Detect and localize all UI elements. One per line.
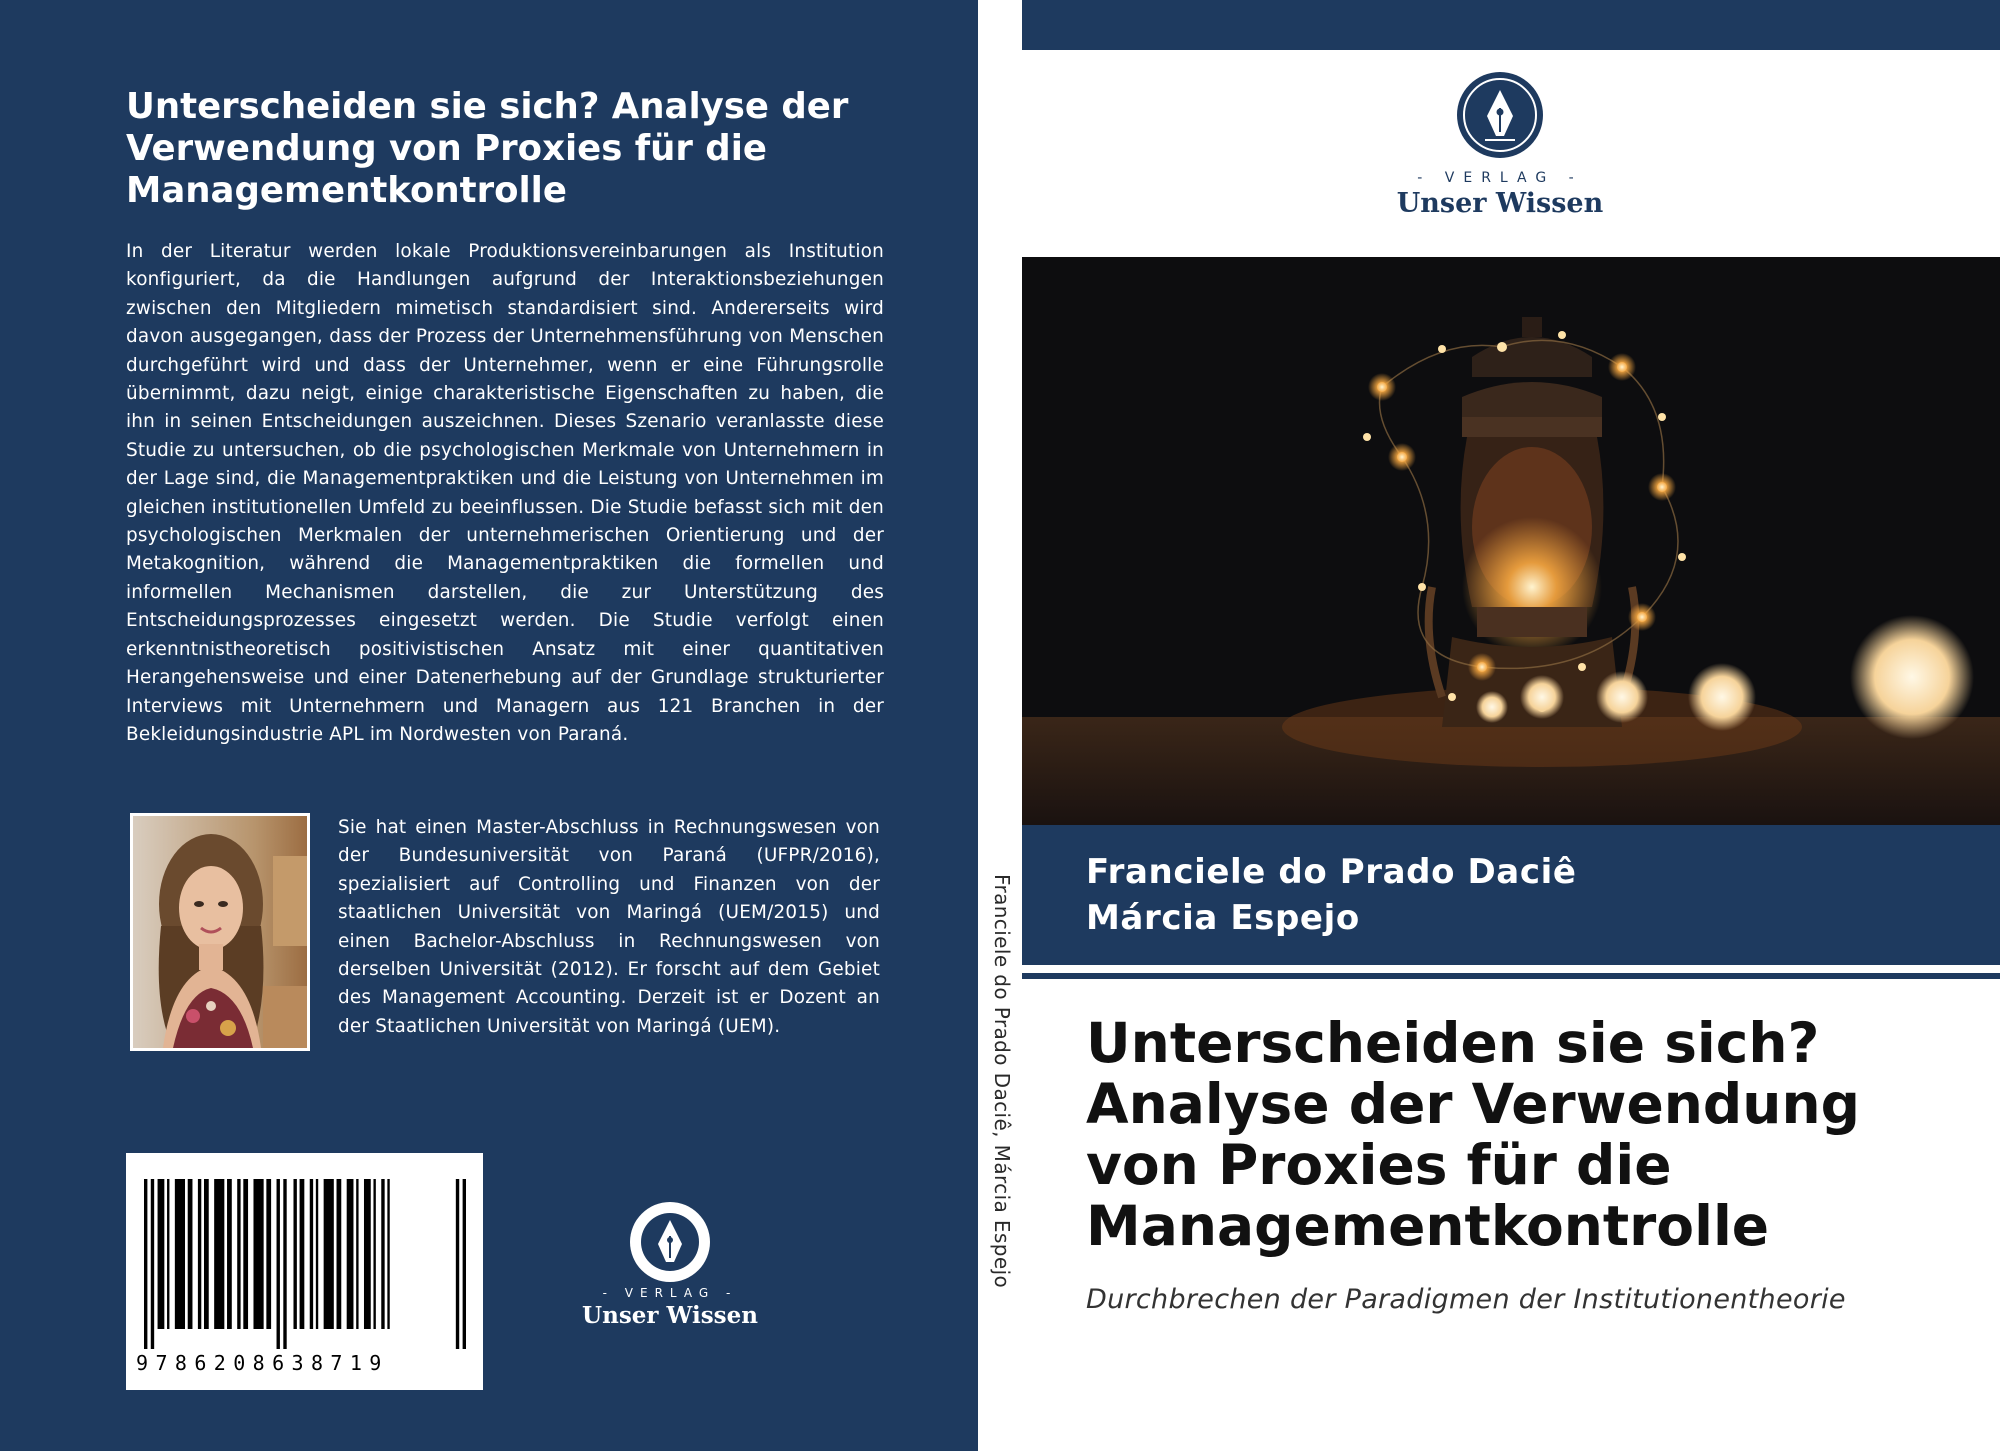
front-logo-verlag: - VERLAG -: [1417, 170, 1583, 186]
barcode-bar: [188, 1179, 193, 1329]
isbn-barcode: [126, 1153, 483, 1390]
barcode-bar: [347, 1179, 354, 1329]
cover-photo-lantern: [1022, 257, 2000, 825]
barcode-bar: [356, 1179, 358, 1329]
barcode-bar: [300, 1179, 305, 1329]
barcode-bar: [387, 1179, 389, 1329]
barcode-bars: [144, 1179, 466, 1349]
barcode-bar: [456, 1179, 459, 1349]
barcode-bar: [283, 1179, 286, 1349]
barcode-bar: [175, 1179, 185, 1329]
back-cover-title: Unterscheiden sie sich? Analyse der Verwendung von Proxies für die Managementkontrolle: [126, 86, 849, 211]
barcode-bar: [316, 1179, 318, 1329]
barcode-bar: [373, 1179, 375, 1329]
barcode-bar: [237, 1179, 240, 1329]
barcode-bar: [337, 1179, 342, 1329]
authors-band: [1022, 825, 2000, 965]
barcode-bar: [266, 1179, 271, 1329]
fountain-pen-nib-icon: [628, 1200, 712, 1284]
front-author-2: Márcia Espejo: [1086, 898, 1360, 938]
front-cover-subtitle: Durchbrechen der Paradigmen der Institutionentheorie: [1086, 1284, 1846, 1315]
back-logo-verlag: - VERLAG -: [602, 1286, 738, 1300]
barcode-bar: [364, 1179, 371, 1329]
barcode-bar: [198, 1179, 201, 1329]
barcode-bar: [293, 1179, 296, 1329]
author-photo: [130, 813, 310, 1051]
barcode-bar: [253, 1179, 263, 1329]
front-author-1: Franciele do Prado Daciê: [1086, 852, 1577, 892]
fountain-pen-nib-icon: [1455, 70, 1545, 160]
spine-authors: Franciele do Prado Daciê, Márcia Espejo: [990, 874, 1014, 1289]
barcode-bar: [463, 1179, 466, 1349]
front-publisher-logo: [1380, 70, 1620, 220]
barcode-bar: [167, 1179, 169, 1329]
barcode-bar: [204, 1179, 209, 1329]
barcode-bar: [277, 1179, 280, 1349]
barcode-bar: [214, 1179, 224, 1329]
barcode-bar: [158, 1179, 165, 1329]
barcode-bar: [151, 1179, 154, 1349]
barcode-bar: [144, 1179, 147, 1349]
author-portrait-image: [133, 816, 307, 1048]
front-cover-title: Unterscheiden sie sich? Analyse der Verwendung von Proxies für die Managementkontrolle: [1086, 1011, 1860, 1258]
back-publisher-logo: [580, 1200, 760, 1330]
author-bio: Sie hat einen Master-Abschluss in Rechnungswesen von der Bundesuniversität von Paraná (UFPR/2016), spezialisiert auf Controlling und Finanzen von der staatlichen Universität von Maringá (UEM/2015) und einen Bachelor-Abschluss in Rechnungswesen von derselben Universität (2012). Er forscht auf dem Gebiet des Management Accounting. Derzeit ist er Dozent an der Staatlichen Universität von Maringá (UEM).: [338, 817, 880, 1037]
divider-rule: [1022, 973, 2000, 979]
back-logo-brand: Unser Wissen: [582, 1302, 758, 1329]
back-cover-abstract: In der Literatur werden lokale Produktionsvereinbarungen als Institution konfiguriert, da die Handlungen aufgrund der Interaktionsbeziehungen zwischen den Mitgliedern mimetisch standardisiert sind. Andererseits wird davon ausgegangen, dass der Prozess der Unternehmensführung von Menschen durchgeführt wird und dass der Unternehmer, wenn er eine Führungsrolle übernimmt, dazu neigt, einige charakteristische Eigenschaften zu haben, die ihn in seinen Entscheidungen auszeichnen. Dieses Szenario veranlasste diese Studie zu untersuchen, ob die psychologischen Merkmale von Unternehmern in der Lage sind, die Managementpraktiken und die Leistung von Unternehmen im gleichen institutionellen Umfeld zu beeinflussen. Die Studie befasst sich mit den psychologischen Merkmalen der unternehmerischen Orientierung und der Metakognition, während die Managementpraktiken die formellen und informellen Mechanismen darstellen, die zur Unterstützung des Entscheidungsprozesses eingesetzt werden. Die Studie verfolgt einen erkenntnistheoretisch positivistischen Ansatz mit einer quantitativen Herangehensweise und einer Datenerhebung auf der Grundlage strukturierter Interviews mit Unternehmern und Managern aus 121 Branchen in der Bekleidungsindustrie APL im Nordwesten von Paraná.: [126, 241, 884, 745]
isbn-digits: 9786208638719: [136, 1351, 389, 1375]
lantern-with-fairy-lights: [1022, 257, 2000, 825]
barcode-bar: [227, 1179, 232, 1329]
front-logo-brand: Unser Wissen: [1396, 188, 1604, 219]
front-top-bar: [1022, 0, 2000, 50]
barcode-bar: [310, 1179, 313, 1329]
barcode-bar: [243, 1179, 248, 1329]
barcode-bar: [381, 1179, 384, 1329]
barcode-bar: [324, 1179, 334, 1329]
